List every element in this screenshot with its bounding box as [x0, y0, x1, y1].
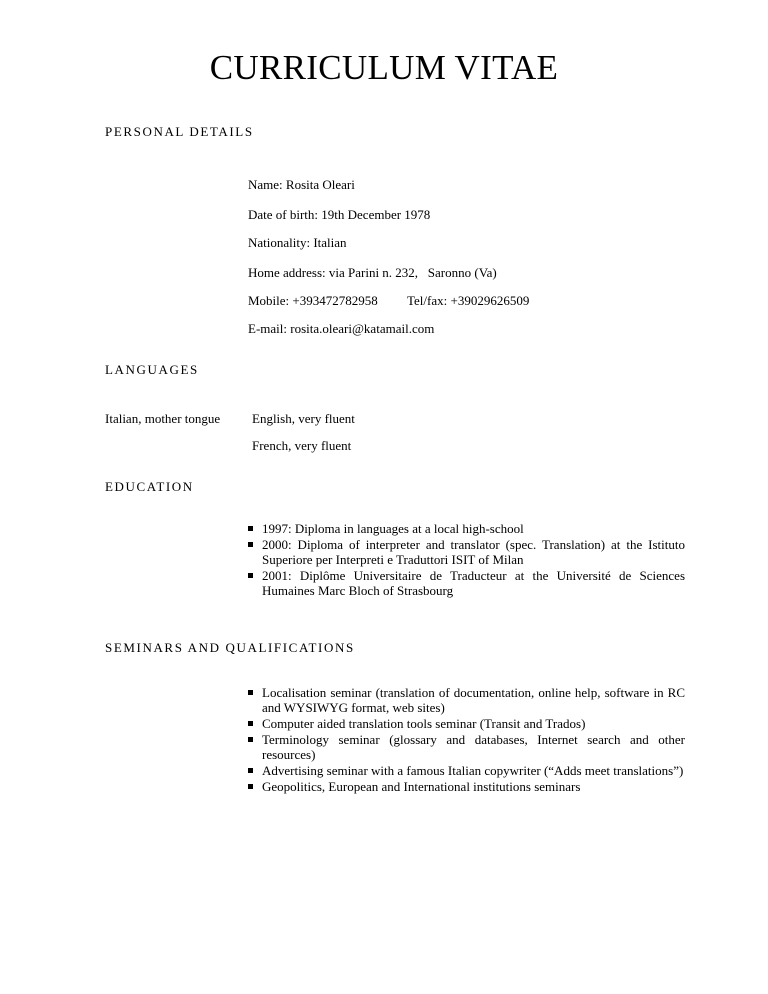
list-item: 2001: Diplôme Universitaire de Traducteur at the Université de Sciences Humaines Marc Bloch of Strasbourg — [248, 568, 685, 598]
document-title: CURRICULUM VITAE — [209, 48, 559, 87]
list-item: Localisation seminar (translation of documentation, online help, software in RC and WYSIWYG format, web sites) — [248, 685, 685, 715]
list-item: Terminology seminar (glossary and databases, Internet search and other resources) — [248, 732, 685, 762]
list-item: 2000: Diploma of interpreter and translator (spec. Translation) at the Istituto Superiore per Interpreti e Traduttori ISIT of Milan — [248, 537, 685, 567]
bullet-icon — [248, 542, 253, 547]
education-heading: EDUCATION — [105, 479, 194, 494]
telfax-line: Tel/fax: +39029626509 — [407, 293, 530, 308]
bullet-icon — [248, 737, 253, 742]
bullet-icon — [248, 573, 253, 578]
personal-details-heading: PERSONAL DETAILS — [105, 124, 254, 139]
bullet-icon — [248, 690, 253, 695]
name-line: Name: Rosita Oleari — [248, 177, 355, 192]
languages-heading: LANGUAGES — [105, 362, 199, 377]
language-item: French, very fluent — [252, 438, 352, 453]
list-item: 1997: Diploma in languages at a local high-school — [248, 521, 685, 536]
bullet-icon — [248, 526, 253, 531]
seminars-heading: SEMINARS AND QUALIFICATIONS — [105, 640, 355, 655]
bullet-icon — [248, 784, 253, 789]
email-line: E-mail: rosita.oleari@katamail.com — [248, 321, 435, 336]
education-list — [248, 521, 685, 599]
bullet-icon — [248, 721, 253, 726]
nationality-line: Nationality: Italian — [248, 235, 347, 250]
mother-tongue: Italian, mother tongue — [105, 411, 221, 426]
bullet-icon — [248, 768, 253, 773]
list-item: Computer aided translation tools seminar (Transit and Trados) — [248, 716, 685, 731]
dob-line: Date of birth: 19th December 1978 — [248, 207, 431, 222]
language-item: English, very fluent — [252, 411, 355, 426]
address-line: Home address: via Parini n. 232, Saronno (Va) — [248, 265, 497, 280]
mobile-line: Mobile: +393472782958 — [248, 293, 378, 308]
seminars-list — [248, 685, 685, 795]
list-item: Advertising seminar with a famous Italian copywriter (“Adds meet translations”) — [248, 763, 685, 778]
list-item: Geopolitics, European and International institutions seminars — [248, 779, 685, 794]
